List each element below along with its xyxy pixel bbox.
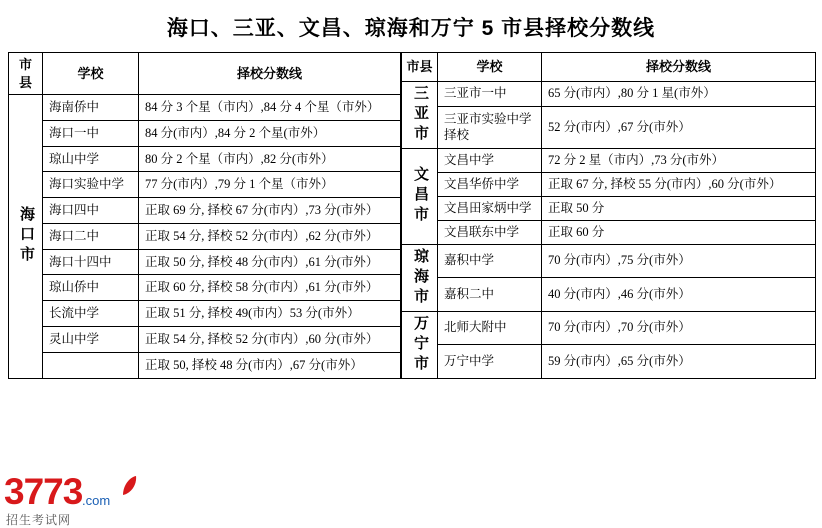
- table-row: [9, 301, 401, 327]
- school-name: 海南侨中: [43, 95, 139, 121]
- school-name: 三亚市实验中学择校: [438, 106, 542, 148]
- table-row: [402, 149, 816, 173]
- table-row: [9, 146, 401, 172]
- score-value: 59 分(市内）,65 分(市外）: [542, 345, 816, 379]
- school-name: 灵山中学: [43, 326, 139, 352]
- school-name: 琼山中学: [43, 146, 139, 172]
- watermark-domain: .com: [82, 493, 111, 508]
- table-row: [9, 172, 401, 198]
- school-name: 海口十四中: [43, 249, 139, 275]
- school-name: 海口实验中学: [43, 172, 139, 198]
- table-row: [402, 172, 816, 196]
- score-value: 84 分(市内）,84 分 2 个星(市外）: [139, 120, 401, 146]
- table-row: [402, 278, 816, 312]
- school-name: 海口一中: [43, 120, 139, 146]
- score-value: 正取 54 分, 择校 52 分(市内）,62 分(市外）: [139, 223, 401, 249]
- score-value: 80 分 2 个星（市内）,82 分(市外）: [139, 146, 401, 172]
- school-name: 琼山侨中: [43, 275, 139, 301]
- score-value: 52 分(市内）,67 分(市外）: [542, 106, 816, 148]
- header-city: 市县: [9, 53, 43, 95]
- watermark-number: 3773: [4, 471, 83, 512]
- city-cell-sanya: 三亚市: [402, 82, 438, 149]
- right-score-table: [401, 52, 816, 379]
- table-row: [9, 275, 401, 301]
- score-value: 正取 60 分: [542, 220, 816, 244]
- school-name: 文昌田家炳中学: [438, 196, 542, 220]
- score-value: 正取 54 分, 择校 52 分(市内）,60 分(市外）: [139, 326, 401, 352]
- header-school: 学校: [43, 53, 139, 95]
- city-cell-wanning: 万宁市: [402, 311, 438, 378]
- table-row: [9, 120, 401, 146]
- school-name: 海口四中: [43, 198, 139, 224]
- school-name: 嘉积中学: [438, 244, 542, 278]
- school-name: 万宁中学: [438, 345, 542, 379]
- table-row: [9, 223, 401, 249]
- school-name: 三亚市一中: [438, 82, 542, 107]
- school-name: 文昌中学: [438, 149, 542, 173]
- school-name: 文昌华侨中学: [438, 172, 542, 196]
- score-value: 77 分(市内）,79 分 1 个星（市外）: [139, 172, 401, 198]
- table-row: [9, 249, 401, 275]
- score-value: 正取 67 分, 择校 55 分(市内）,60 分(市外）: [542, 172, 816, 196]
- table-row: [9, 95, 401, 121]
- score-value: 40 分(市内）,46 分(市外）: [542, 278, 816, 312]
- score-value: 正取 60 分, 择校 58 分(市内）,61 分(市外）: [139, 275, 401, 301]
- score-value: 65 分(市内）,80 分 1 星(市外）: [542, 82, 816, 107]
- city-cell-haikou: 海口市: [9, 95, 43, 378]
- page-title: 海口、三亚、文昌、琼海和万宁 5 市县择校分数线: [166, 17, 656, 40]
- table-row: [402, 220, 816, 244]
- school-name: 北师大附中: [438, 311, 542, 345]
- score-value: 正取 51 分, 择校 49(市内）53 分(市外）: [139, 301, 401, 327]
- score-value: 正取 50 分, 择校 48 分(市内）,61 分(市外）: [139, 249, 401, 275]
- score-value: 70 分(市内）,70 分(市外）: [542, 311, 816, 345]
- city-cell-qionghai: 琼海市: [402, 244, 438, 311]
- score-value: 正取 69 分, 择校 67 分(市内）,73 分(市外）: [139, 198, 401, 224]
- table-row: [402, 82, 816, 107]
- table-row: [402, 311, 816, 345]
- table-row: [9, 352, 401, 378]
- table-row: [402, 106, 816, 148]
- table-row: [402, 196, 816, 220]
- tables-container: [0, 52, 822, 379]
- score-value: 正取 50, 择校 48 分(市内）,67 分(市外）: [139, 352, 401, 378]
- left-score-table: [8, 52, 401, 379]
- score-value: 70 分(市内）,75 分(市外）: [542, 244, 816, 278]
- score-value: 84 分 3 个星（市内）,84 分 4 个星（市外）: [139, 95, 401, 121]
- score-value: 72 分 2 星（市内）,73 分(市外）: [542, 149, 816, 173]
- city-cell-wenchang: 文昌市: [402, 149, 438, 245]
- header-score: 择校分数线: [139, 53, 401, 95]
- table-row: [9, 326, 401, 352]
- header-score: 择校分数线: [542, 53, 816, 82]
- school-name: 长流中学: [43, 301, 139, 327]
- header-school: 学校: [438, 53, 542, 82]
- school-name: 海口二中: [43, 223, 139, 249]
- school-name: 嘉积二中: [438, 278, 542, 312]
- table-header-row: [9, 53, 401, 95]
- header-city: 市县: [402, 53, 438, 82]
- site-watermark: [4, 473, 194, 525]
- school-name: [43, 352, 139, 378]
- table-row: [402, 244, 816, 278]
- score-value: 正取 50 分: [542, 196, 816, 220]
- school-name: 文昌联东中学: [438, 220, 542, 244]
- table-header-row: [402, 53, 816, 82]
- watermark-subtitle: 招生考试网: [6, 513, 72, 527]
- table-row: [9, 198, 401, 224]
- table-row: [402, 345, 816, 379]
- leaf-icon: [120, 475, 138, 497]
